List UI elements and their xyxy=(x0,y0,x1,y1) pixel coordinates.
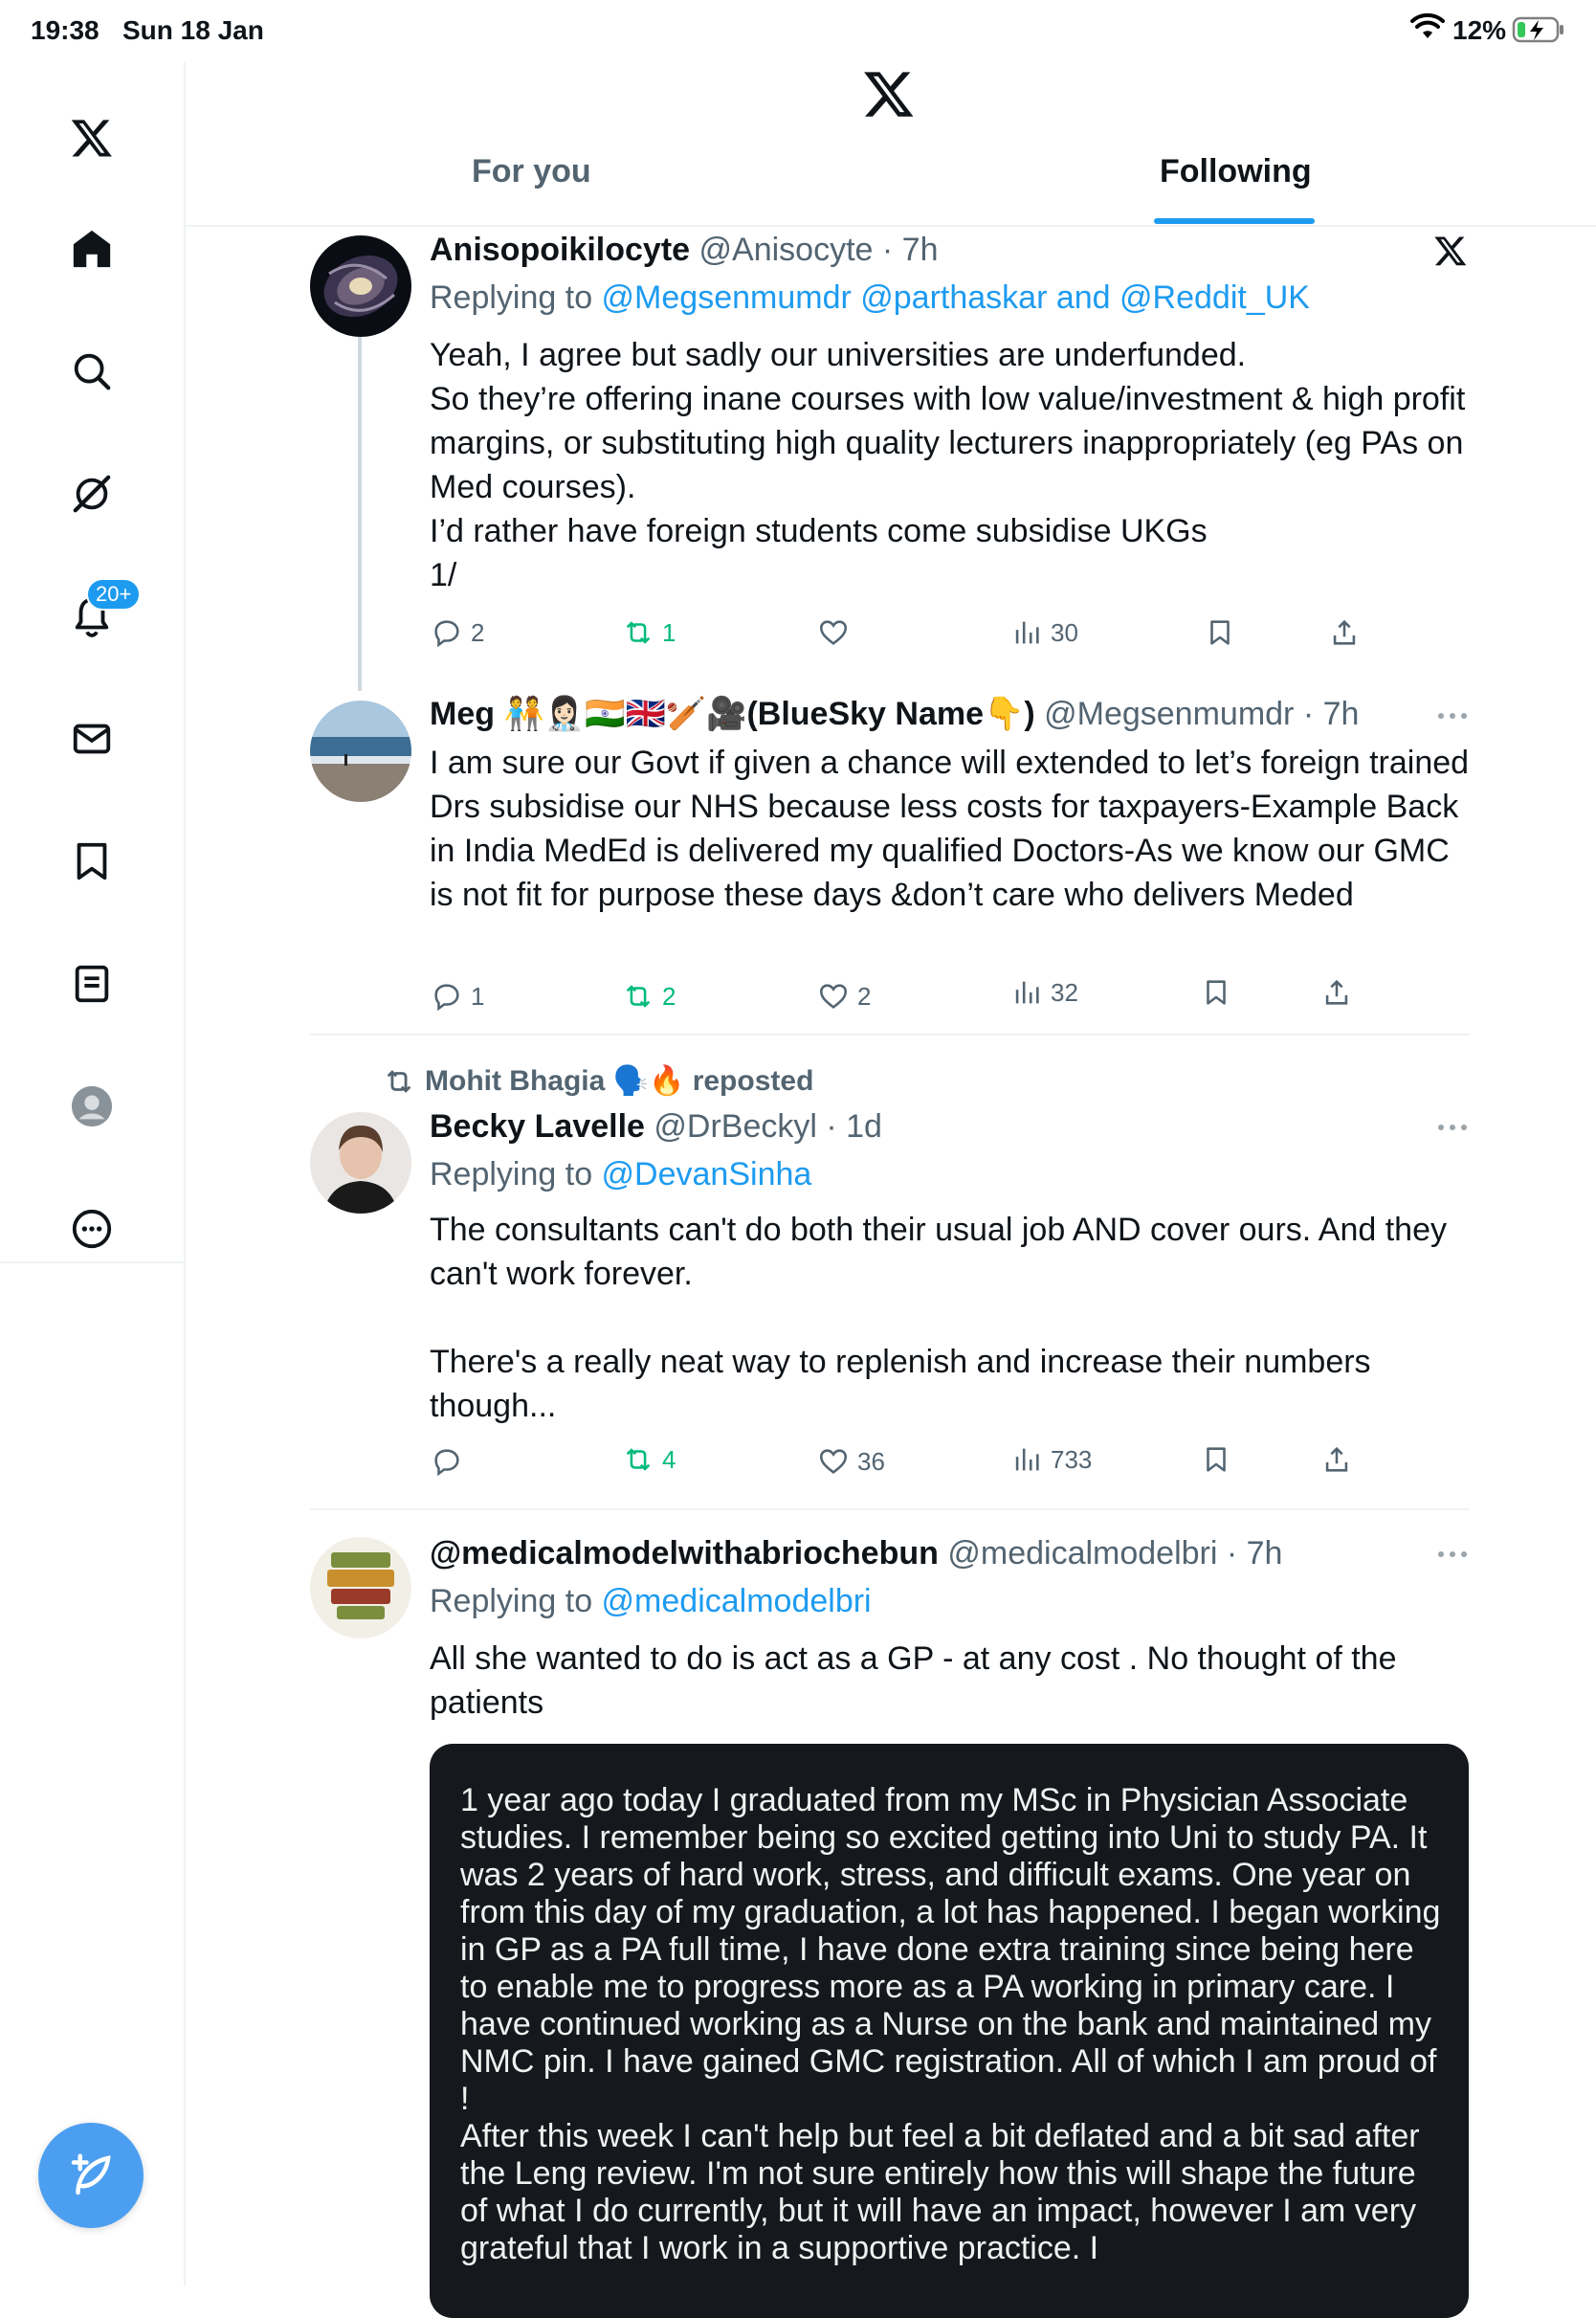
reply-icon xyxy=(431,1445,463,1478)
replying-to-prefix: Replying to xyxy=(430,279,602,316)
repost-icon xyxy=(383,1065,415,1098)
thread-connector xyxy=(358,337,362,691)
view-count: 30 xyxy=(1051,617,1078,647)
author-name[interactable]: @medicalmodelwithabriochebun xyxy=(430,1535,939,1571)
bookmark-button[interactable] xyxy=(1200,976,1232,1009)
avatar[interactable] xyxy=(310,235,411,337)
tweet-header xyxy=(430,1108,882,1146)
profile-avatar-icon xyxy=(70,1084,114,1128)
person-avatar-image xyxy=(310,1112,411,1214)
more-options-icon[interactable] xyxy=(1435,1122,1470,1133)
tweet-header xyxy=(430,1535,1282,1572)
bookmark-icon xyxy=(70,839,114,883)
beach-avatar-image xyxy=(310,701,411,802)
council-logo-avatar-image xyxy=(310,1537,411,1638)
tweet-time: · 7h xyxy=(881,232,939,268)
status-time: 19:38 xyxy=(31,15,100,45)
bookmark-icon xyxy=(1200,1443,1232,1476)
heart-icon xyxy=(817,1445,850,1478)
repost-count: 1 xyxy=(662,617,676,647)
reply-button[interactable] xyxy=(431,1445,471,1478)
compose-button[interactable] xyxy=(38,2123,144,2228)
avatar[interactable] xyxy=(310,1112,411,1214)
repost-by: Mohit Bhagia 🗣️🔥 reposted xyxy=(425,1065,814,1097)
heart-icon xyxy=(817,616,850,649)
x-logo-icon xyxy=(1433,234,1468,268)
more-options-icon[interactable] xyxy=(1435,1549,1470,1560)
tab-for-you[interactable]: For you xyxy=(472,153,591,189)
heart-icon xyxy=(817,980,850,1013)
share-icon xyxy=(1320,976,1353,1009)
tweet-image[interactable] xyxy=(430,1744,1469,2318)
sidebar-item-messages[interactable] xyxy=(61,708,122,769)
tweet-image-text: 1 year ago today I graduated from my MSc in Physician Associate studies. I remember being so excited getting into Uni to study PA. It was 2 years of hard work, stress, and difficult exams. One year on from this day of my graduation, a lot has happened. I began working in GP as a PA full time, I have done extra training since being here to enable me to progress more as a PA working in primary care. I have continued working as a Nurse on the bank and maintained my NMC pin. I have gained GMC registration. All of which I am proud of ! After this week I can't help but feel a bit deflated and a bit sad after the Leng review. I'm not sure entirely how this will shape the future of what I do currently, but it will have an impact, however I am very grateful that I work in a supportive practice. I xyxy=(460,1782,1441,2266)
share-button[interactable] xyxy=(1320,1443,1353,1476)
active-tab-indicator xyxy=(1154,218,1315,224)
search-icon xyxy=(70,349,114,393)
sidebar-x-logo[interactable] xyxy=(61,107,122,168)
view-count: 733 xyxy=(1051,1444,1093,1474)
sidebar-item-profile[interactable] xyxy=(61,1076,122,1137)
views-button[interactable] xyxy=(1010,976,1078,1009)
sidebar-item-notifications[interactable] xyxy=(61,582,132,647)
author-handle[interactable]: @Megsenmumdr xyxy=(1044,696,1295,732)
notifications-badge: 20+ xyxy=(86,578,141,611)
sidebar-item-search[interactable] xyxy=(61,341,122,402)
like-button[interactable] xyxy=(817,980,871,1013)
bookmark-icon xyxy=(1200,976,1232,1009)
repost-count: 2 xyxy=(662,981,676,1011)
sidebar-item-lists[interactable] xyxy=(61,953,122,1014)
x-logo-icon[interactable] xyxy=(861,67,917,121)
views-chart-icon xyxy=(1010,1443,1043,1476)
status-bar xyxy=(0,0,1596,61)
status-date: Sun 18 Jan xyxy=(122,15,264,45)
sidebar-item-grok[interactable] xyxy=(61,463,122,524)
repost-icon xyxy=(622,616,654,649)
reply-count: 1 xyxy=(471,981,485,1011)
share-icon xyxy=(1320,1443,1353,1476)
list-icon xyxy=(70,962,114,1006)
author-handle[interactable]: @Anisocyte xyxy=(698,232,874,268)
tabs-divider xyxy=(186,225,1596,227)
replying-to-prefix: Replying to xyxy=(430,1583,602,1619)
replying-to xyxy=(430,1583,872,1620)
battery-percent: 12% xyxy=(1452,15,1507,45)
bookmark-button[interactable] xyxy=(1200,1443,1232,1476)
reply-button[interactable] xyxy=(431,616,484,649)
sidebar-item-more[interactable] xyxy=(61,1198,122,1259)
like-button[interactable] xyxy=(817,616,857,649)
tweet-time: · 7h xyxy=(1302,696,1360,732)
tweet-divider xyxy=(310,1034,1470,1036)
share-button[interactable] xyxy=(1320,976,1353,1009)
author-name[interactable]: Meg 🧑‍🤝‍🧑👩🏻‍⚕️🇮🇳🇬🇧🏏🎥(BlueSky Name👇) xyxy=(430,696,1035,732)
bookmark-icon xyxy=(1204,616,1236,649)
author-handle[interactable]: @medicalmodelbri xyxy=(947,1535,1218,1571)
tweet-header xyxy=(430,695,1359,733)
reply-icon xyxy=(431,616,463,649)
wifi-icon xyxy=(1410,13,1445,42)
repost-icon xyxy=(622,1443,654,1476)
replying-to xyxy=(430,279,1310,317)
galaxy-avatar-image xyxy=(310,235,411,337)
tweet-time: · 1d xyxy=(826,1108,882,1145)
views-button[interactable] xyxy=(1010,616,1078,649)
replying-to-link[interactable]: @Megsenmumdr @parthaskar and @Reddit_UK xyxy=(601,279,1310,316)
repost-icon xyxy=(622,980,654,1013)
like-count: 2 xyxy=(857,981,872,1011)
like-count: 36 xyxy=(857,1446,885,1476)
tab-following[interactable]: Following xyxy=(1160,153,1312,189)
home-icon xyxy=(70,227,114,271)
view-count: 32 xyxy=(1051,977,1078,1007)
views-button[interactable] xyxy=(1010,1443,1092,1476)
sidebar-nav xyxy=(0,61,186,1263)
reply-icon xyxy=(431,980,463,1013)
main-column-border xyxy=(184,61,186,2285)
tweet-time: · 7h xyxy=(1226,1535,1283,1571)
tweet-divider xyxy=(310,1508,1470,1510)
tweet-text: I am sure our Govt if given a chance will extended to let’s foreign trained Drs subsidise our NHS because less costs for taxpayers-Example Back in India MedEd is delivered my qualified Doctors-As we know our GMC is not fit for purpose these days &don’t care who delivers Meded xyxy=(430,745,1478,913)
repost-count: 4 xyxy=(662,1444,676,1474)
sidebar-item-home[interactable] xyxy=(61,218,122,279)
repost-button[interactable] xyxy=(622,616,676,649)
avatar[interactable] xyxy=(310,701,411,802)
compose-feather-icon xyxy=(65,2150,117,2201)
share-button[interactable] xyxy=(1328,616,1361,649)
x-logo-icon xyxy=(70,116,114,160)
repost-attribution[interactable] xyxy=(383,1064,813,1098)
replying-to-link[interactable]: @medicalmodelbri xyxy=(601,1583,872,1619)
replying-to-link[interactable]: @DevanSinha xyxy=(601,1156,812,1192)
replying-to xyxy=(430,1156,811,1193)
grok-icon xyxy=(70,472,114,516)
reply-button[interactable] xyxy=(431,980,484,1013)
tweet-text: All she wanted to do is act as a GP - at any cost . No thought of the patients xyxy=(430,1640,1406,1721)
bookmark-button[interactable] xyxy=(1204,616,1236,649)
tweet-text: The consultants can't do both their usual job AND cover ours. And they can't work forever. There's a really neat way to replenish and increase their numbers though... xyxy=(430,1212,1447,1424)
views-chart-icon xyxy=(1010,616,1043,649)
more-options-icon[interactable] xyxy=(1435,710,1470,722)
author-name[interactable]: Becky Lavelle xyxy=(430,1108,645,1145)
more-circle-icon xyxy=(70,1207,114,1251)
tweet-header xyxy=(430,232,938,269)
avatar[interactable] xyxy=(310,1537,411,1638)
repost-button[interactable] xyxy=(622,1443,676,1476)
reply-count: 2 xyxy=(471,617,485,647)
author-name[interactable]: Anisopoikilocyte xyxy=(430,232,691,268)
views-chart-icon xyxy=(1010,976,1043,1009)
replying-to-prefix: Replying to xyxy=(430,1156,602,1192)
like-button[interactable] xyxy=(817,1445,885,1478)
mail-icon xyxy=(70,717,114,761)
battery-charging-icon xyxy=(1512,15,1565,44)
repost-button[interactable] xyxy=(622,980,676,1013)
author-handle[interactable]: @DrBeckyl xyxy=(654,1108,817,1145)
share-icon xyxy=(1328,616,1361,649)
sidebar-item-bookmarks[interactable] xyxy=(61,831,122,892)
tweet-text: Yeah, I agree but sadly our universities are underfunded. So they’re offering inane courses with low value/investment & high profit margins, or substituting high quality lecturers inappropriately (eg PAs on Med courses). I’d rather have foreign students come subsidise UKGs 1/ xyxy=(430,337,1466,593)
